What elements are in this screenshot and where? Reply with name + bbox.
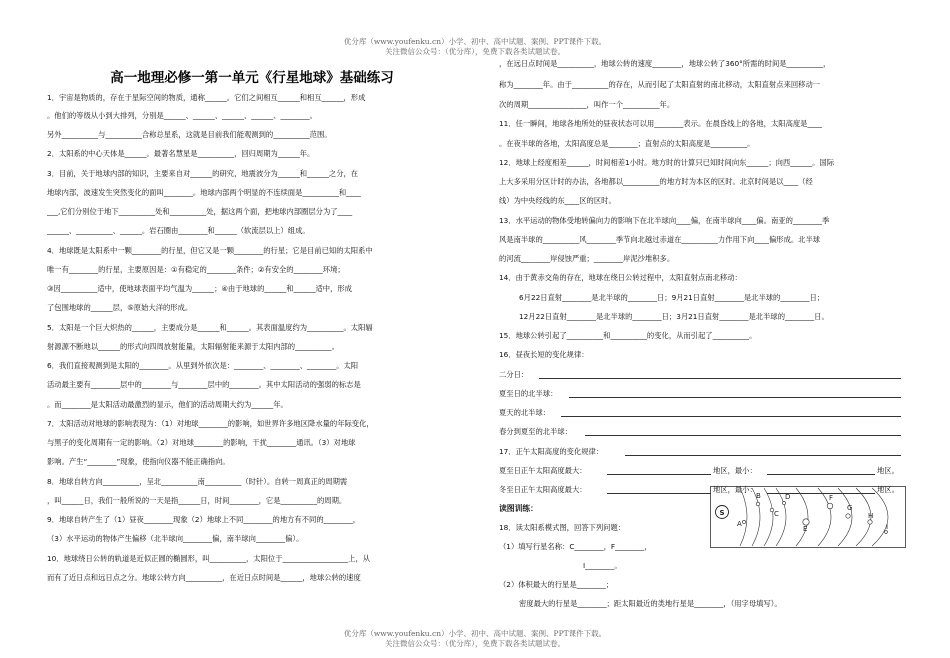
question-line: 次的周期________________，叫作一个__________年。: [499, 100, 675, 109]
planet-marker: [868, 520, 872, 524]
question-line: 。在夜半球的各地，太阳高度总是________；直射点的太阳高度是__________。: [499, 139, 755, 148]
solar-system-svg: [710, 486, 906, 548]
orbit-line: [740, 488, 747, 546]
answer-label: 地区。: [877, 466, 899, 475]
question-line: 3．目前，关于地球内部的知识，主要来自对______的研究，地震波分为______和______之分，在: [47, 169, 359, 178]
footer-watermark: [0, 629, 950, 649]
planet-label: D: [785, 493, 791, 501]
answer-label: 冬至日正午太阳高度最大：: [499, 485, 587, 494]
answer-label: 夏至日正午太阳高度最大：: [499, 466, 587, 475]
answer-line: [607, 474, 711, 475]
answer-label: 地区。: [877, 485, 899, 494]
question-line: 18．读太阳系模式图，回答下列问题：: [499, 523, 626, 532]
planet-marker: [846, 514, 850, 518]
question-line: 称为________年。由于__________的存在，从而引起了太阳直射的南北移动，太阳直射点来回移动一: [499, 80, 821, 89]
answer-line: [539, 378, 901, 379]
question-line: 16．昼夜长短的变化规律：: [499, 350, 589, 359]
question-line: ③因__________适中，使地球表面平均气温为______；④由于地球的______和______适中，形成: [47, 284, 352, 293]
question-line: 了包围地球的______层，⑤原始大洋的形成。: [47, 303, 193, 312]
question-line: 4．地球既是太阳系中一颗________的行星，但它又是一颗________的行星；它是目前已知的太阳系中: [47, 246, 373, 255]
question-line: 密度最大的行星是________；距太阳最近的类地行星是________，（用字母填写）。: [519, 599, 782, 608]
question-line: （1）填写行星名称：C________，F________，: [499, 542, 652, 551]
question-line: 线）为中央经线的东____区的区时。: [499, 196, 616, 205]
page-title: 高一地理必修一第一单元《行星地球》基础练习: [110, 70, 394, 86]
planet-marker: [742, 520, 745, 523]
question-line: 11．任一瞬间，地球各地所处的昼夜状态可以用________表示。在晨昏线上的各地，太阳高度是____: [499, 119, 823, 128]
answer-label: 夏天的北半球：: [499, 408, 551, 417]
watermark-line: 关注微信公众号：（优分库），免费下载各类试题试卷。: [385, 639, 565, 648]
planet-label: H: [868, 512, 874, 520]
orbit-line: [764, 488, 773, 546]
question-line: 9．地球自转产生了（1）昼夜________现象（2）地球上不同________的地方有不同的________，: [47, 515, 361, 524]
planet-label: G: [847, 504, 853, 512]
question-line: 上大多采用分区计时的办法，各地都以__________的地方时为本区的区时。北京时间是以____（经: [499, 177, 813, 186]
planet-marker: [827, 503, 833, 509]
solar-system-diagram: [710, 486, 906, 548]
question-line: 地球内部，波速发生突然变化的面叫________。地球内部两个明显的不连续面是__________和____: [47, 188, 361, 197]
question-line: 15．地球公转引起了__________和__________的变化，从而引起了__________。: [499, 331, 757, 340]
question-line: （3）水平运动的物体产生偏移（北半球向________偏，南半球向________偏）。: [47, 534, 304, 543]
planet-label: A: [737, 520, 742, 528]
watermark-line: 优分库（www.youfenku.cn）小学、初中、高中试题、案例、PPT课件下载。: [343, 37, 607, 46]
question-line: 。而________是太阳活动最激烈的显示，他们的活动周期大约为______年。: [47, 400, 288, 409]
question-line: 影响。产生“________”现象，使指向仪器不能正确指向。: [47, 457, 230, 466]
question-line: 1．宇宙是物质的，存在于星际空间的物质，通称______。它们之间相互______和相互______，形成: [47, 93, 366, 102]
answer-label: 夏至日的北半球：: [499, 389, 558, 398]
answer-label: 地区，最小：: [713, 485, 757, 494]
planet-label: E: [803, 525, 808, 533]
question-line: 另外__________与__________合称总星系，这就是目前我们能观测到的__________范围。: [47, 130, 332, 139]
watermark-line: 优分库（www.youfenku.cn）小学、初中、高中试题、案例、PPT课件下载。: [343, 629, 607, 638]
planet-marker: [756, 502, 760, 506]
question-line: 而有了近日点和远日点之分。地球公转方向__________，在近日点时间是______，地球公转的速度: [47, 573, 361, 582]
question-line: 唯一有________的行星，主要原因是：①有稳定的________条件；②有安全的________环境；: [47, 265, 345, 274]
sun-label: S: [719, 509, 725, 517]
question-line: ，叫______日，我们一般所说的一天是指______日，时间________，它是__________的周期。: [47, 496, 347, 505]
question-line: 6．我们直接观测到是太阳的________。从里到外依次是：________、________、________。太阳: [47, 361, 359, 370]
answer-label: 春分到夏至的北半球：: [499, 427, 572, 436]
answer-line: [607, 493, 711, 494]
planet-label: C: [774, 510, 779, 518]
question-line: 6月22日直射________是北半球的________日；9月21日直射________是北半球的________日；: [519, 293, 825, 302]
planet-label: I: [886, 523, 889, 531]
answer-label: 地区，最小：: [713, 466, 757, 475]
question-line: 13．水平运动的物体受地转偏向力的影响下在北半球向____偏，在南半球向____偏。南亚的________季: [499, 216, 830, 225]
question-line: 8．地球自转方向__________，呈北__________南__________（时针）。自转一周真正的周期需: [47, 477, 348, 486]
question-line: 风是南半球的__________风________季节向北越过赤道在__________力作用下向____偏形成。北半球: [499, 235, 821, 244]
watermark-line: 关注微信公众号：（优分库），免费下载各类试题试卷。: [385, 47, 565, 56]
question-line: ，在远日点时间是__________，地球公转的速度________，地球公转了360°所需的时间是__________，: [499, 59, 831, 68]
question-line: ___,它们分别位于地下__________处和__________处，据这两个面，把地球内部圈层分为了____: [47, 207, 353, 216]
question-line: 的河流________岸侵蚀严重；________岸泥沙堆积多。: [499, 254, 675, 263]
question-line: 12月22日直射________是北半球的________日；3月21日直射________是北半球的________日。: [519, 312, 829, 321]
header-watermark: [0, 37, 950, 57]
question-line: 活动最主要有________层中的________与________层中的________。其中太阳活动的强弱的标志是: [47, 380, 361, 389]
planet-marker: [885, 531, 888, 534]
question-line: （2）体积最大的行星是________；: [499, 580, 614, 589]
question-line: 14．由于黄赤交角的存在，地球在绕日公转过程中，太阳直射点南北移动：: [499, 273, 742, 282]
question-line: 。他们的等级从小到大排列，分别是______、______、______、______、________。: [47, 111, 317, 120]
answer-line: [569, 397, 901, 398]
answer-label: 二分日：: [499, 370, 529, 379]
orbit-line: [872, 488, 888, 546]
question-line: 与黑子的变化周期有一定的影响。（2）对地球________的影响，干扰________通讯。（3）对地球: [47, 438, 356, 447]
answer-line: [561, 416, 901, 417]
answer-label: 17．正午太阳高度的变化规律：: [499, 447, 604, 456]
planet-marker: [782, 501, 785, 504]
planet-label: F: [829, 494, 834, 502]
orbit-line: [796, 488, 808, 546]
answer-line: [767, 474, 875, 475]
question-line: ______、__________、______。岩石圈由________和______（软流层以上）组成。: [47, 226, 310, 235]
question-line: I________。: [583, 561, 622, 570]
question-line: 12．地球上经度相差______，时间相差1小时。地方时的计算只已知时间向东______；向西______。国际: [499, 158, 834, 167]
question-line: 7．太阳活动对地球的影响表现为：（1）对地球________的影响，如世界许多地区降水量的年际变化，: [47, 419, 374, 428]
answer-line: [625, 455, 901, 456]
question-line: 射源源不断地以______的形式向四周放射能量，太阳辐射能来源于太阳内部的__________。: [47, 342, 339, 351]
answer-line: [585, 435, 901, 436]
section-heading: 读图训练：: [499, 504, 538, 513]
planet-label: B: [756, 492, 761, 500]
question-line: 5．太阳是一个巨大炽热的______，主要成分是______和______。其表面温度约为__________。太阳辐: [47, 323, 373, 332]
question-line: 10．地球绕日公转的轨道是近似正圆的椭圆形，叫__________，太阳位于__________________上，从: [47, 554, 371, 563]
question-line: 2．太阳系的中心天体是______。最著名慧星是__________，回归周期为______年。: [47, 149, 315, 158]
